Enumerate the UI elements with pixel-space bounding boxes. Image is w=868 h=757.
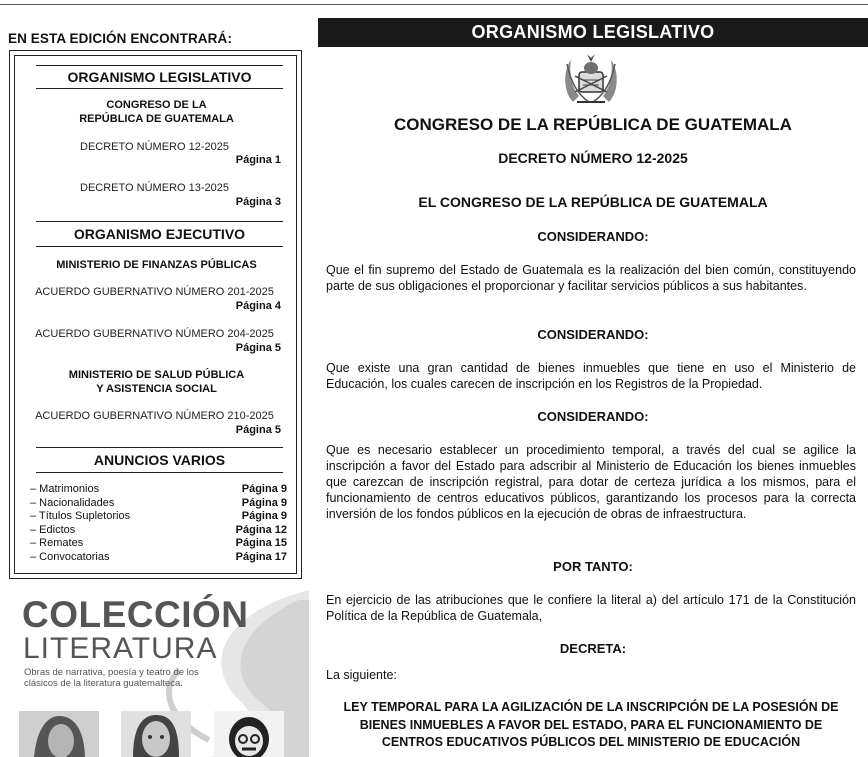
toc-section-anuncios: ANUNCIOS VARIOS bbox=[93, 452, 226, 468]
toc-anuncios-list bbox=[30, 483, 287, 564]
toc-anuncio-row[interactable] bbox=[30, 524, 287, 538]
el-congreso-heading: EL CONGRESO DE LA REPÚBLICA DE GUATEMALA bbox=[418, 194, 768, 210]
ad-title-coleccion: COLECCIÓN bbox=[22, 594, 249, 635]
author-portrait-image bbox=[19, 711, 99, 757]
toc-anuncio-label: – Matrimonios bbox=[30, 483, 100, 495]
considerando-heading: CONSIDERANDO: bbox=[537, 327, 649, 342]
toc-page-ref[interactable]: Página 1 bbox=[235, 154, 281, 166]
toc-anuncio-label: – Convocatorias bbox=[30, 550, 110, 563]
toc-section-ejecutivo: ORGANISMO EJECUTIVO bbox=[73, 226, 246, 242]
por-tanto-heading: POR TANTO: bbox=[553, 559, 633, 574]
toc-page-ref: Página 9 bbox=[241, 483, 287, 495]
ad-title-literatura: LITERATURA bbox=[23, 632, 218, 665]
section-rule bbox=[36, 221, 283, 222]
toc-anuncio-row[interactable] bbox=[30, 497, 287, 511]
toc-entry-acuerdo-210[interactable]: ACUERDO GUBERNATIVO NÚMERO 210-2025 bbox=[35, 410, 274, 422]
toc-anuncio-row[interactable] bbox=[30, 510, 287, 524]
toc-entry-decreto-12[interactable]: DECRETO NÚMERO 12-2025 bbox=[80, 141, 229, 153]
toc-entity-finanzas: MINISTERIO DE FINANZAS PÚBLICAS bbox=[56, 259, 257, 271]
author-portrait-image bbox=[121, 711, 191, 757]
toc-section-legislativo: ORGANISMO LEGISLATIVO bbox=[67, 69, 252, 85]
toc-entry-acuerdo-201[interactable]: ACUERDO GUBERNATIVO NÚMERO 201-2025 bbox=[35, 286, 274, 298]
toc-anuncio-label: – Nacionalidades bbox=[30, 496, 115, 509]
toc-page-ref[interactable]: Página 3 bbox=[235, 196, 281, 208]
law-title bbox=[326, 699, 856, 752]
section-rule bbox=[36, 246, 283, 247]
toc-page-ref: Página 15 bbox=[235, 537, 287, 549]
considerando-paragraph-2: Que existe una gran cantidad de bienes inmuebles que tiene en uso el Ministerio de Educación, los cuales carecen de inscripción en los Registros de la Propiedad. bbox=[326, 361, 856, 391]
congress-title: CONGRESO DE LA REPÚBLICA DE GUATEMALA bbox=[394, 115, 792, 134]
toc-page-ref: Página 9 bbox=[241, 496, 287, 509]
section-rule bbox=[36, 65, 283, 66]
top-rule bbox=[0, 4, 868, 5]
toc-heading: EN ESTA EDICIÓN ENCONTRARÁ: bbox=[8, 31, 232, 46]
toc-inner-frame bbox=[14, 55, 297, 574]
section-banner: ORGANISMO LEGISLATIVO bbox=[318, 18, 868, 47]
toc-page-ref: Página 9 bbox=[241, 510, 287, 522]
coat-of-arms-icon bbox=[561, 52, 621, 108]
author-portrait-image bbox=[214, 711, 284, 757]
toc-anuncio-row[interactable] bbox=[30, 537, 287, 551]
la-siguiente-text: La siguiente: bbox=[326, 668, 397, 682]
ad-subtitle-line1: Obras de narrativa, poesía y teatro de los bbox=[24, 667, 199, 678]
toc-page-ref: Página 12 bbox=[235, 523, 287, 536]
considerando-heading: CONSIDERANDO: bbox=[537, 229, 649, 244]
section-rule bbox=[36, 447, 283, 448]
toc-entry-decreto-13[interactable]: DECRETO NÚMERO 13-2025 bbox=[80, 182, 229, 194]
toc-box bbox=[9, 50, 302, 579]
section-rule bbox=[36, 472, 283, 473]
law-title-line2: BIENES INMUEBLES A FAVOR DEL ESTADO, PARA EL FUNCIONAMIENTO DE bbox=[359, 717, 823, 732]
law-title-line3: CENTROS EDUCATIVOS PÚBLICOS DEL MINISTERIO DE EDUCACIÓN bbox=[381, 735, 801, 749]
toc-anuncio-label: – Edictos bbox=[30, 523, 76, 536]
toc-anuncio-row[interactable] bbox=[30, 483, 287, 497]
toc-entity-salud-line1: MINISTERIO DE SALUD PÚBLICA bbox=[68, 369, 245, 381]
toc-entity-salud-line2: Y ASISTENCIA SOCIAL bbox=[96, 383, 217, 395]
toc-anuncio-label: – Títulos Supletorios bbox=[30, 510, 131, 522]
por-tanto-paragraph: En ejercicio de las atribuciones que le confiere la literal a) del artículo 171 de la Constitución Política de la República de Guatemala, bbox=[326, 593, 856, 623]
decree-number: DECRETO NÚMERO 12-2025 bbox=[498, 150, 688, 166]
toc-page-ref[interactable]: Página 4 bbox=[235, 300, 281, 312]
decreta-heading: DECRETA: bbox=[559, 641, 627, 656]
considerando-paragraph-1: Que el fin supremo del Estado de Guatemala es la realización del bien común, constituyendo parte de sus obligaciones el proporcionar y facilitar servicios públicos a sus habitantes. bbox=[326, 263, 856, 293]
ad-subtitle-line2: clásicos de la literatura guatemalteca. bbox=[24, 678, 183, 689]
toc-entry-acuerdo-204[interactable]: ACUERDO GUBERNATIVO NÚMERO 204-2025 bbox=[35, 328, 274, 340]
toc-anuncio-label: – Remates bbox=[30, 537, 84, 549]
toc-page-ref[interactable]: Página 5 bbox=[235, 424, 281, 436]
toc-anuncio-row[interactable] bbox=[30, 551, 287, 565]
considerando-heading: CONSIDERANDO: bbox=[537, 409, 649, 424]
toc-page-ref: Página 17 bbox=[235, 550, 287, 563]
ad-subtitle bbox=[24, 667, 224, 689]
toc-entity-congreso-line2: REPÚBLICA DE GUATEMALA bbox=[79, 113, 234, 125]
coleccion-literatura-ad[interactable] bbox=[9, 590, 309, 757]
toc-entity-congreso-line1: CONGRESO DE LA bbox=[106, 99, 207, 111]
toc-page-ref[interactable]: Página 5 bbox=[235, 342, 281, 354]
section-rule bbox=[36, 88, 283, 89]
considerando-paragraph-3: Que es necesario establecer un procedimiento temporal, a través del cual se agilice la inscripción a favor del Estado para adscribir al Ministerio de Educación los bienes inmuebles que carezcan de inscripción registral, para dotar de certeza jurídica a los mismos, para el funcionamiento de centros educativos públicos, garantizando los procesos para la correcta inversión de los fondos públicos en la ejecución de obras de infraestructura. bbox=[326, 443, 856, 521]
law-title-line1: LEY TEMPORAL PARA LA AGILIZACIÓN DE LA INSCRIPCIÓN DE LA POSESIÓN DE bbox=[343, 700, 839, 714]
